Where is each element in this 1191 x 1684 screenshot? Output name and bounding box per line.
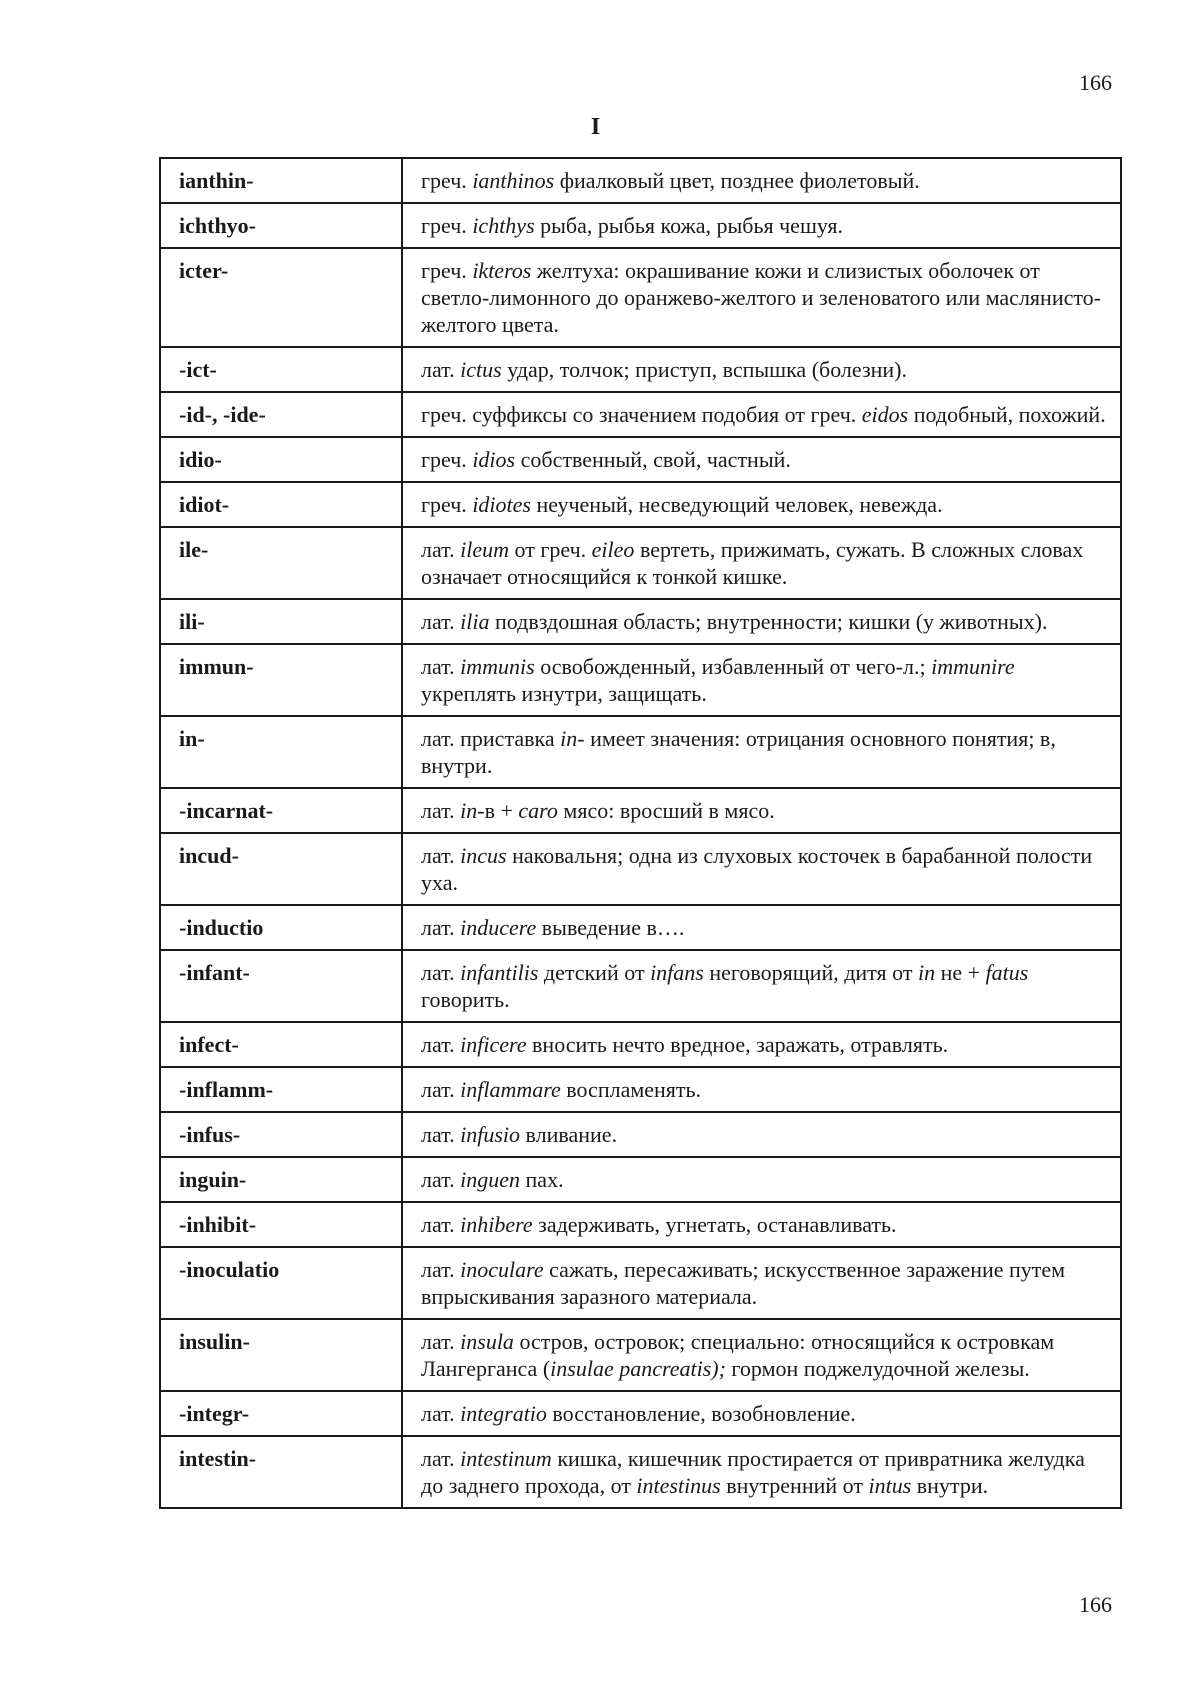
entry-term: ichthyo-: [160, 203, 402, 248]
definition-text-segment: вертеть, прижимать, сужать. В сложных словах означает относящийся к тонкой кишке.: [421, 537, 1084, 589]
definition-italic-segment: ileum: [460, 537, 510, 562]
definition-text-segment: лат.: [421, 1257, 461, 1282]
definition-text-segment: греч. суффиксы со значением подобия от греч.: [421, 402, 862, 427]
definition-text-segment: внутренний от: [720, 1473, 869, 1498]
entry-term: -infant-: [160, 950, 402, 1022]
definition-text-segment: удар, толчок; приступ, вспышка (болезни).: [501, 357, 908, 382]
entry-definition: [402, 716, 1121, 788]
entry-term: immun-: [160, 644, 402, 716]
definition-text-segment: внутри.: [911, 1473, 989, 1498]
definition-italic-segment: inguen: [460, 1167, 521, 1192]
definition-italic-segment: caro: [518, 798, 558, 823]
definition-text-segment: желтуха: окрашивание кожи и слизистых оболочек от светло-лимонного до оранжево-желтого и зеленоватого или маслянисто-желтого цвета.: [421, 258, 1102, 337]
entry-term: -inhibit-: [160, 1202, 402, 1247]
definition-italic-segment: incus: [460, 843, 507, 868]
entry-term: -ict-: [160, 347, 402, 392]
definition-italic-segment: ianthinos: [472, 168, 555, 193]
table-row: [160, 392, 1121, 437]
definition-text-segment: остров, островок; специально: относящийся к островкам Лангерганса (: [421, 1329, 1055, 1381]
definition-italic-segment: in: [917, 960, 936, 985]
definition-text-segment: укреплять изнутри, защищать.: [421, 681, 707, 706]
entry-definition: [402, 599, 1121, 644]
definition-text-segment: лат.: [421, 960, 461, 985]
definition-italic-segment: intestinus: [636, 1473, 721, 1498]
definition-italic-segment: in-: [560, 726, 585, 751]
definition-italic-segment: inoculare: [460, 1257, 544, 1282]
table-row: [160, 1436, 1121, 1508]
definition-italic-segment: ichthys: [472, 213, 535, 238]
definition-italic-segment: insula: [460, 1329, 514, 1354]
table-row: [160, 248, 1121, 347]
definition-text-segment: лат.: [421, 1167, 461, 1192]
entry-term: -inoculatio: [160, 1247, 402, 1319]
entry-definition: [402, 158, 1121, 203]
entry-definition: [402, 1391, 1121, 1436]
definition-text-segment: греч.: [421, 492, 473, 517]
entry-term: -id-, -ide-: [160, 392, 402, 437]
definition-text-segment: имеет значения: отрицания основного понятия; в, внутри.: [421, 726, 1056, 778]
definition-text-segment: лат.: [421, 915, 461, 940]
table-row: [160, 644, 1121, 716]
definition-italic-segment: in-: [460, 798, 485, 823]
entry-term: incud-: [160, 833, 402, 905]
entry-definition: [402, 248, 1121, 347]
definition-text-segment: греч.: [421, 447, 473, 472]
table-row: [160, 158, 1121, 203]
definition-italic-segment: eidos: [861, 402, 909, 427]
definition-text-segment: кишка, кишечник простирается от привратника желудка до заднего прохода, от: [421, 1446, 1085, 1498]
definition-italic-segment: immunis: [460, 654, 535, 679]
page-number-bottom: 166: [1079, 1592, 1112, 1617]
table-row: [160, 1391, 1121, 1436]
definition-text-segment: неученый, несведующий человек, невежда.: [530, 492, 943, 517]
definition-text-segment: фиалковый цвет, позднее фиолетовый.: [554, 168, 920, 193]
entry-term: intestin-: [160, 1436, 402, 1508]
definition-text-segment: собственный, свой, частный.: [515, 447, 791, 472]
table-row: [160, 1319, 1121, 1391]
entry-definition: [402, 527, 1121, 599]
definition-text-segment: лат.: [421, 798, 461, 823]
entry-definition: [402, 482, 1121, 527]
definition-text-segment: вливание.: [520, 1122, 618, 1147]
entry-term: insulin-: [160, 1319, 402, 1391]
table-row: [160, 833, 1121, 905]
entry-definition: [402, 1202, 1121, 1247]
entry-definition: [402, 1436, 1121, 1508]
entry-term: icter-: [160, 248, 402, 347]
page-number-top: 166: [1079, 70, 1112, 95]
definition-text-segment: лат.: [421, 609, 461, 634]
definition-italic-segment: inhibere: [460, 1212, 533, 1237]
table-row: [160, 203, 1121, 248]
table-row: [160, 1202, 1121, 1247]
definition-italic-segment: eileo: [591, 537, 635, 562]
table-row: [160, 1247, 1121, 1319]
definition-italic-segment: inficere: [460, 1032, 527, 1057]
definition-text-segment: не +: [935, 960, 986, 985]
definition-italic-segment: fatus: [985, 960, 1029, 985]
entry-term: idiot-: [160, 482, 402, 527]
table-row: [160, 1022, 1121, 1067]
definition-italic-segment: infusio: [460, 1122, 521, 1147]
definition-italic-segment: ilia: [460, 609, 490, 634]
definition-text-segment: восстановление, возобновление.: [546, 1401, 856, 1426]
table-row: [160, 1157, 1121, 1202]
definition-text-segment: лат.: [421, 537, 461, 562]
table-row: [160, 482, 1121, 527]
definition-text-segment: лат.: [421, 1212, 461, 1237]
entry-definition: [402, 905, 1121, 950]
entry-definition: [402, 392, 1121, 437]
definition-text-segment: лат.: [421, 1446, 461, 1471]
definition-text-segment: задерживать, угнетать, останавливать.: [532, 1212, 897, 1237]
entry-term: ili-: [160, 599, 402, 644]
entry-definition: [402, 1247, 1121, 1319]
definition-text-segment: гормон поджелудочной железы.: [725, 1356, 1030, 1381]
table-row: [160, 347, 1121, 392]
definition-text-segment: воспламенять.: [560, 1077, 702, 1102]
entry-term: -inflamm-: [160, 1067, 402, 1112]
glossary-table: [159, 157, 1122, 1509]
definition-text-segment: неговорящий, дитя от: [703, 960, 918, 985]
definition-italic-segment: infantilis: [460, 960, 539, 985]
definition-text-segment: греч.: [421, 258, 473, 283]
table-row: [160, 1112, 1121, 1157]
definition-italic-segment: infans: [650, 960, 704, 985]
entry-definition: [402, 644, 1121, 716]
entry-definition: [402, 203, 1121, 248]
definition-text-segment: выведение в….: [536, 915, 685, 940]
definition-text-segment: сажать, пересаживать; искусственное заражение путем впрыскивания заразного материала.: [421, 1257, 1066, 1309]
definition-text-segment: от греч.: [509, 537, 592, 562]
definition-text-segment: лат.: [421, 357, 461, 382]
definition-text-segment: греч.: [421, 213, 473, 238]
entry-term: -integr-: [160, 1391, 402, 1436]
definition-italic-segment: intus: [868, 1473, 912, 1498]
table-row: [160, 1067, 1121, 1112]
entry-term: ianthin-: [160, 158, 402, 203]
definition-italic-segment: integratio: [460, 1401, 547, 1426]
entry-term: -inductio: [160, 905, 402, 950]
definition-italic-segment: ictus: [460, 357, 502, 382]
definition-text-segment: детский от: [538, 960, 651, 985]
table-row: [160, 788, 1121, 833]
entry-term: idio-: [160, 437, 402, 482]
definition-italic-segment: ikteros: [472, 258, 532, 283]
definition-italic-segment: immunire: [931, 654, 1015, 679]
definition-text-segment: лат.: [421, 1329, 461, 1354]
definition-text-segment: наковальня; одна из слуховых косточек в барабанной полости уха.: [421, 843, 1093, 895]
entry-definition: [402, 347, 1121, 392]
definition-italic-segment: inflammare: [460, 1077, 561, 1102]
entry-definition: [402, 950, 1121, 1022]
table-row: [160, 527, 1121, 599]
table-row: [160, 905, 1121, 950]
definition-text-segment: говорить.: [421, 987, 510, 1012]
entry-definition: [402, 437, 1121, 482]
section-letter-heading: I: [590, 114, 601, 140]
definition-text-segment: лат. приставка: [421, 726, 561, 751]
definition-italic-segment: intestinum: [460, 1446, 552, 1471]
definition-text-segment: лат.: [421, 843, 461, 868]
entry-term: ile-: [160, 527, 402, 599]
definition-text-segment: лат.: [421, 1122, 461, 1147]
definition-text-segment: подвздошная область; внутренности; кишки (у животных).: [489, 609, 1048, 634]
entry-term: infect-: [160, 1022, 402, 1067]
entry-definition: [402, 1067, 1121, 1112]
entry-definition: [402, 788, 1121, 833]
entry-term: -incarnat-: [160, 788, 402, 833]
entry-term: inguin-: [160, 1157, 402, 1202]
definition-text-segment: лат.: [421, 1032, 461, 1057]
definition-text-segment: рыба, рыбья кожа, рыбья чешуя.: [534, 213, 843, 238]
definition-text-segment: лат.: [421, 654, 461, 679]
definition-italic-segment: idiotes: [472, 492, 531, 517]
table-row: [160, 950, 1121, 1022]
definition-italic-segment: insulae pancreatis);: [550, 1356, 726, 1381]
definition-text-segment: в +: [484, 798, 519, 823]
entry-definition: [402, 1022, 1121, 1067]
definition-text-segment: мясо: вросший в мясо.: [557, 798, 775, 823]
table-row: [160, 599, 1121, 644]
definition-text-segment: пах.: [520, 1167, 564, 1192]
definition-text-segment: вносить нечто вредное, заражать, отравлять.: [526, 1032, 949, 1057]
entry-definition: [402, 833, 1121, 905]
glossary-table-body: [160, 158, 1121, 1508]
entry-definition: [402, 1319, 1121, 1391]
entry-definition: [402, 1112, 1121, 1157]
table-row: [160, 716, 1121, 788]
definition-text-segment: греч.: [421, 168, 473, 193]
definition-text-segment: лат.: [421, 1401, 461, 1426]
definition-text-segment: освобожденный, избавленный от чего-л.;: [534, 654, 932, 679]
definition-italic-segment: inducere: [460, 915, 537, 940]
entry-term: -infus-: [160, 1112, 402, 1157]
definition-text-segment: лат.: [421, 1077, 461, 1102]
entry-definition: [402, 1157, 1121, 1202]
definition-text-segment: подобный, похожий.: [908, 402, 1106, 427]
entry-term: in-: [160, 716, 402, 788]
table-row: [160, 437, 1121, 482]
definition-italic-segment: idios: [472, 447, 516, 472]
